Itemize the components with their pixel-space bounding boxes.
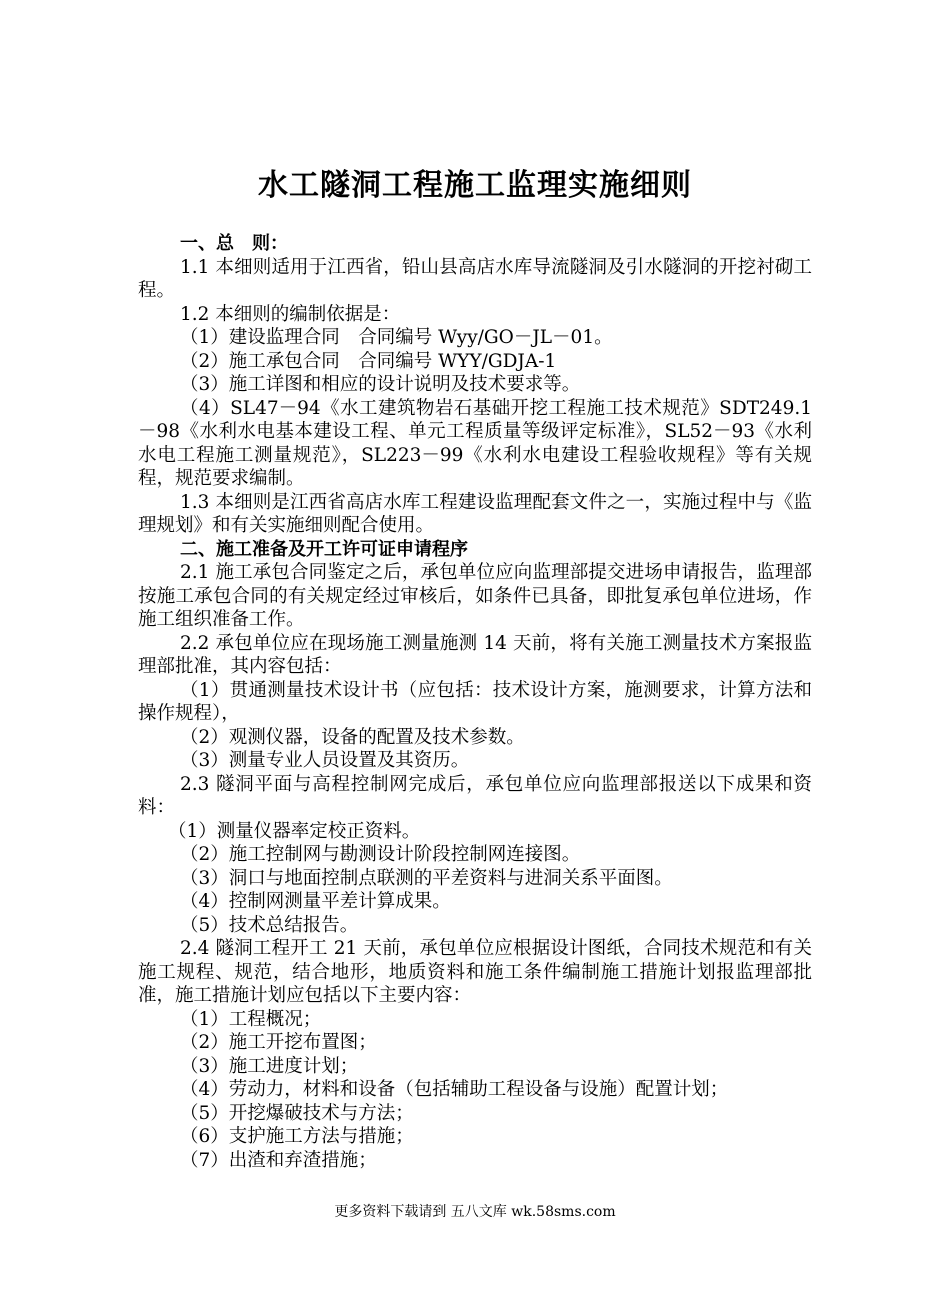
list-item: （7）出渣和弃渣措施； [180,1149,377,1171]
paragraph-1-1: 1.1 本细则适用于江西省，铅山县高店水库导流隧洞及引水隧洞的开挖衬砌工程。 [138,256,812,301]
paragraph-2-2: 2.2 承包单位应在现场施工测量施测 14 天前，将有关施工测量技术方案报监理部批准，其内容包括： [138,632,812,677]
document-title: 水工隧洞工程施工监理实施细则 [258,168,692,203]
list-item: （6）支护施工方法与措施； [180,1126,414,1147]
list-item: （1）贯通测量技术设计书（应包括：技术设计方案，施测要求，计算方法和操作规程）， [138,679,812,724]
list-item: （4）劳动力，材料和设备（包括辅助工程设备与设施）配置计划； [180,1079,729,1100]
list-item: （4）控制网测量平差计算成果。 [180,891,451,912]
list-item: （1）工程概况； [180,1008,322,1030]
list-item: （2）观测仪器，设备的配置及技术参数。 [180,726,525,748]
list-item: （3）测量专业人员设置及其资历。 [180,750,470,771]
section-heading-preparation: 二、施工准备及开工许可证申请程序 [180,538,468,560]
list-item: （3）施工进度计划； [180,1055,359,1077]
list-item: （3）施工详图和相应的设计说明及技术要求等。 [180,374,581,395]
footer-text: 更多资料下载请到 五八文库 wk.58sms.com [334,1204,616,1220]
list-item: （5）开挖爆破技术与方法； [180,1102,414,1124]
list-item: （1）测量仪器率定校正资料。 [168,820,421,842]
list-item: （1）建设监理合同 合同编号 Wyy/GO－JL－01。 [180,327,613,348]
list-item: （5）技术总结报告。 [180,914,359,936]
list-item: （2）施工开挖布置图； [180,1032,377,1053]
list-item: （2）施工承包合同 合同编号 WYY/GDJA-1 [180,350,557,372]
list-item: （4）SL47－94《水工建筑物岩石基础开挖工程施工技术规范》SDT249.1－98《水利水电基本建设工程、单元工程质量等级评定标准》，SL52－93《水利水电工程施工测量规范》，SL223－99《水利水电建设工程验收规程》等有关规程，规范要求编制。 [138,397,812,489]
list-item: （3）洞口与地面控制点联测的平差资料与进洞关系平面图。 [180,867,673,889]
paragraph-1-3: 1.3 本细则是江西省高店水库工程建设监理配套文件之一，实施过程中与《监理规划》和有关实施细则配合使用。 [138,491,812,536]
paragraph-2-4: 2.4 隧洞工程开工 21 天前，承包单位应根据设计图纸，合同技术规范和有关施工规程、规范，结合地形，地质资料和施工条件编制施工措施计划报监理部批准，施工措施计划应包括以下主要内容： [138,938,812,1006]
paragraph-2-1: 2.1 施工承包合同鉴定之后，承包单位应向监理部提交进场申请报告，监理部按施工承包合同的有关规定经过审核后，如条件已具备，即批复承包单位进场，作施工组织准备工作。 [138,562,812,630]
section-heading-general: 一、总 则： [180,233,288,254]
list-item: （2）施工控制网与勘测设计阶段控制网连接图。 [180,844,581,865]
document-body [138,232,812,1172]
paragraph-1-2: 1.2 本细则的编制依据是： [180,303,401,325]
paragraph-2-3: 2.3 隧洞平面与高程控制网完成后，承包单位应向监理部报送以下成果和资料： [138,773,812,818]
